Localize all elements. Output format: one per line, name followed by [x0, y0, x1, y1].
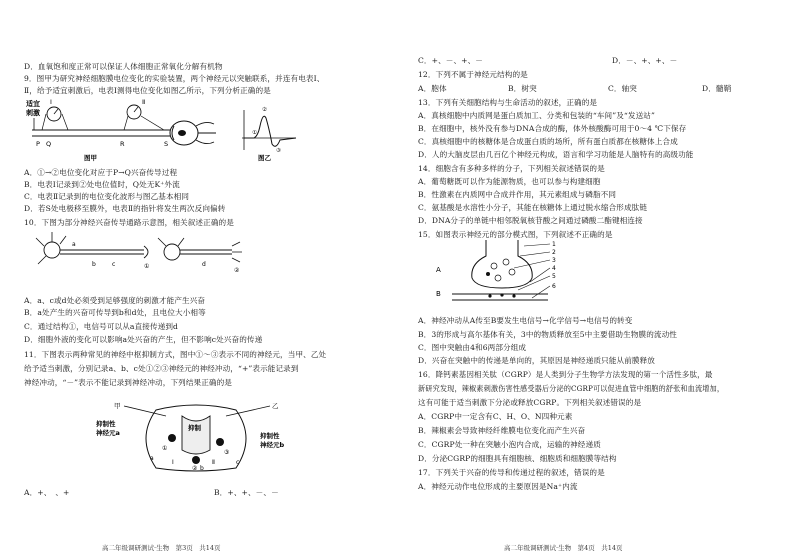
q9-option-c: C．电表Ⅱ记录到的电位变化波形与图乙基本相同	[24, 192, 190, 201]
q15-option-c: C．图中突触由4和6两部分组成	[418, 343, 527, 352]
fig11-label-b: b	[200, 465, 204, 472]
fig11-label-roman-1: Ⅰ	[172, 459, 174, 466]
stimulus-label-1: 适宜	[26, 100, 40, 108]
label-p: P	[36, 140, 40, 148]
fig15-label-6: 6	[552, 283, 556, 290]
q14-option-c: C．氨基酸是水溶性小分子，其能在核糖体上通过脱水缩合形成肽链	[418, 203, 648, 212]
fig11-center-label: 抑制	[188, 424, 201, 432]
fig15-label-2: 2	[552, 249, 556, 256]
fig10-label-c: c	[112, 261, 116, 268]
q12-option-a: A．胞体	[418, 84, 447, 93]
q15-option-d: D．兴奋在突触中的传递是单向的，其原因是神经递质只能从前膜释放	[418, 356, 655, 365]
q12-option-d: D．髓鞘	[702, 84, 732, 93]
fig11-label-yi: 乙	[272, 402, 279, 410]
q14-option-a: A．葡萄糖既可以作为能源物质，也可以参与构建细胞	[418, 177, 601, 186]
q11-option-b: B．+、+、－、－	[214, 488, 279, 497]
curve-point-2: ②	[262, 107, 267, 113]
figure-yi	[240, 106, 300, 162]
q11-option-c: C．+、－、+、－	[418, 56, 483, 65]
q15-stem: 15．如图表示神经元的部分模式图，下列叙述不正确的是	[418, 230, 613, 239]
q14-option-b: B．性激素在内质网中合成并作用，其元素组成与磷脂不同	[418, 190, 617, 199]
fig11-label-jia: 甲	[114, 402, 121, 410]
q14-option-d: D．DNA分子的单链中相邻脱氧核苷酸之间通过磷酸二酯键相连接	[418, 216, 643, 225]
q17-stem: 17．下列关于兴奋的传导和传递过程的叙述，错误的是	[418, 468, 605, 477]
right-page-footer: 高二年级调研测试·生物 第4页 共14页	[504, 544, 623, 552]
fig11-label-1: ①	[162, 445, 168, 452]
fig10-label-b: b	[92, 261, 96, 268]
fig15-label-1: 1	[552, 241, 556, 248]
fig10-label-a: a	[72, 241, 76, 248]
q11-stem-line-3: 神经冲动，“－”表示不能记录到神经冲动，下列结果正确的是	[24, 378, 232, 387]
q12-stem: 12．下列不属于神经元结构的是	[418, 70, 528, 79]
fig11-label-a: a	[150, 455, 154, 462]
figure-yi-caption: 图乙	[258, 154, 271, 162]
fig11-inh-a-line2: 神经元a	[96, 429, 120, 437]
q8-option-d: D．血氧饱和度正常可以保证人体细胞正常氧化分解有机物	[24, 62, 223, 71]
q9-stem-line-1: 9．图甲为研究神经细胞膜电位变化的实验装置，两个神经元以突触联系，并连有电表Ⅰ、	[24, 74, 325, 83]
q12-option-c: C．轴突	[608, 84, 637, 93]
fig10-label-2: ②	[234, 267, 240, 274]
q9-stem-line-2: Ⅱ，给予适宜刺激后，电表Ⅰ测得电位变化如图乙所示，下列分析正确的是	[24, 86, 271, 95]
right-page	[412, 0, 792, 559]
q16-stem-line-2: 新研究发现，辣椒素刺激伤害性感受器后分泌的CGRP可以促进血管中细胞的舒张和血流增加，	[418, 384, 725, 393]
fig15-label-b: B	[436, 290, 441, 298]
fig11-inh-b-line1: 抑制性	[260, 432, 280, 440]
q16-option-c: C．CGRP处一种在突触小泡内合成，运输的神经递质	[418, 440, 601, 449]
q14-stem: 14．细胞含有多种多样的分子，下列相关叙述错误的是	[418, 164, 605, 173]
q13-stem: 13．下列有关细胞结构与生命活动的叙述，正确的是	[418, 98, 598, 107]
label-q: Q	[46, 140, 52, 148]
q16-stem-line-3: 这有可能于适当刺激下分泌或释放CGRP。下列相关叙述错误的是	[418, 398, 642, 407]
fig10-label-1: ①	[144, 263, 150, 270]
q10-option-d: D．细胞外液的变化可以影响a处兴奋的产生，但不影响c处兴奋的传递	[24, 335, 263, 344]
figure-q10	[32, 228, 262, 276]
q10-option-b: B．a处产生的兴奋可传导到b和d处，且电位大小相等	[24, 308, 206, 317]
q15-option-b: B．3的形成与高尔基体有关，3中的物质释放至5中主要借助生物膜的流动性	[418, 330, 677, 339]
left-page-footer: 高二年级调研测试·生物 第3页 共14页	[102, 544, 221, 552]
fig11-label-roman-2: Ⅱ	[212, 459, 215, 466]
meter-two-label: Ⅱ	[142, 98, 146, 106]
q15-option-a: A．神经冲动从A传至B要发生电信号→化学信号→电信号的转变	[418, 316, 633, 325]
label-s: S	[164, 140, 169, 148]
q12-option-b: B．树突	[508, 84, 537, 93]
fig11-label-2: ②	[192, 465, 198, 472]
q10-option-c: C．通过结构①，电信号可以从a直接传递到d	[24, 322, 178, 331]
meter-one-label: Ⅰ	[50, 98, 52, 106]
figure-q15	[432, 238, 572, 308]
q13-option-b: B．在细胞中，核外没有参与DNA合成的酶，体外核酸酶可用于0～4 ℃下保存	[418, 124, 687, 133]
fig11-inh-a-line1: 抑制性	[96, 420, 116, 428]
fig15-label-5: 5	[552, 273, 556, 280]
q17-option-a: A．神经元动作电位形成的主要原因是Na⁺内流	[418, 482, 578, 491]
fig15-label-4: 4	[552, 265, 556, 272]
fig11-label-c: c	[236, 459, 240, 466]
q10-stem: 10．下图为部分神经兴奋传导通路示意图，相关叙述正确的是	[24, 218, 234, 227]
q10-option-a: A．a、c或d处必须受到足够强度的刺激才能产生兴奋	[24, 296, 206, 305]
q9-option-d: D．若S处电极移至膜外，电表Ⅱ的指针将发生两次反向偏转	[24, 204, 226, 213]
fig15-label-a: A	[436, 266, 441, 274]
label-r: R	[120, 140, 125, 148]
figure-jia	[24, 96, 224, 166]
q16-option-b: B．辣椒素会导致神经纤维膜电位变化而产生兴奋	[418, 426, 586, 435]
q9-option-b: B．电表Ⅰ记录到②处电位值时，Q处无K⁺外流	[24, 180, 180, 189]
fig11-inh-b-line2: 神经元b	[260, 441, 285, 449]
stimulus-label-2: 刺激	[26, 109, 40, 117]
q13-option-d: D．人的大脑皮层由几百亿个神经元构成，语言和学习功能是人脑特有的高级功能	[418, 150, 694, 159]
q16-option-a: A．CGRP中一定含有C、H、O、N四种元素	[418, 412, 573, 421]
q11-stem-line-2: 给予适当刺激，分别记录a、b、c处①②③神经元的神经冲动，“+”表示能记录到	[24, 364, 299, 373]
q16-option-d: D．分泌CGRP的细胞具有细胞核、细胞质和细胞膜等结构	[418, 454, 617, 463]
q9-option-a: A．①→②电位变化对应于P→Q兴奋传导过程	[24, 168, 178, 177]
figure-jia-caption: 图甲	[84, 154, 97, 162]
q11-option-d: D．－、+、+、－	[612, 56, 678, 65]
fig10-label-d: d	[202, 261, 206, 268]
curve-point-3: ③	[276, 148, 281, 154]
q16-stem-line-1: 16．降钙素基因相关肽（CGRP）是人类到分子生物学方法发现的第一个活性多肽，最	[418, 370, 713, 379]
fig15-label-3: 3	[552, 257, 556, 264]
figure-q11	[96, 398, 296, 474]
fig11-label-3: ③	[224, 449, 230, 456]
curve-point-1: ①	[252, 130, 257, 136]
q11-stem-line-1: 11．下图表示两种常见的神经中枢抑制方式，图中①～③表示不同的神经元，当甲、乙处	[24, 350, 327, 359]
q11-option-a: A．+、 、+	[24, 488, 70, 497]
left-page	[18, 0, 398, 559]
q13-option-c: C．真核细胞中的核糖体是合成蛋白质的场所，所有蛋白质都在核糖体上合成	[418, 137, 678, 146]
q13-option-a: A．真核细胞中内质网是蛋白质加工、分类和包装的“车间”及“发送站”	[418, 111, 655, 120]
